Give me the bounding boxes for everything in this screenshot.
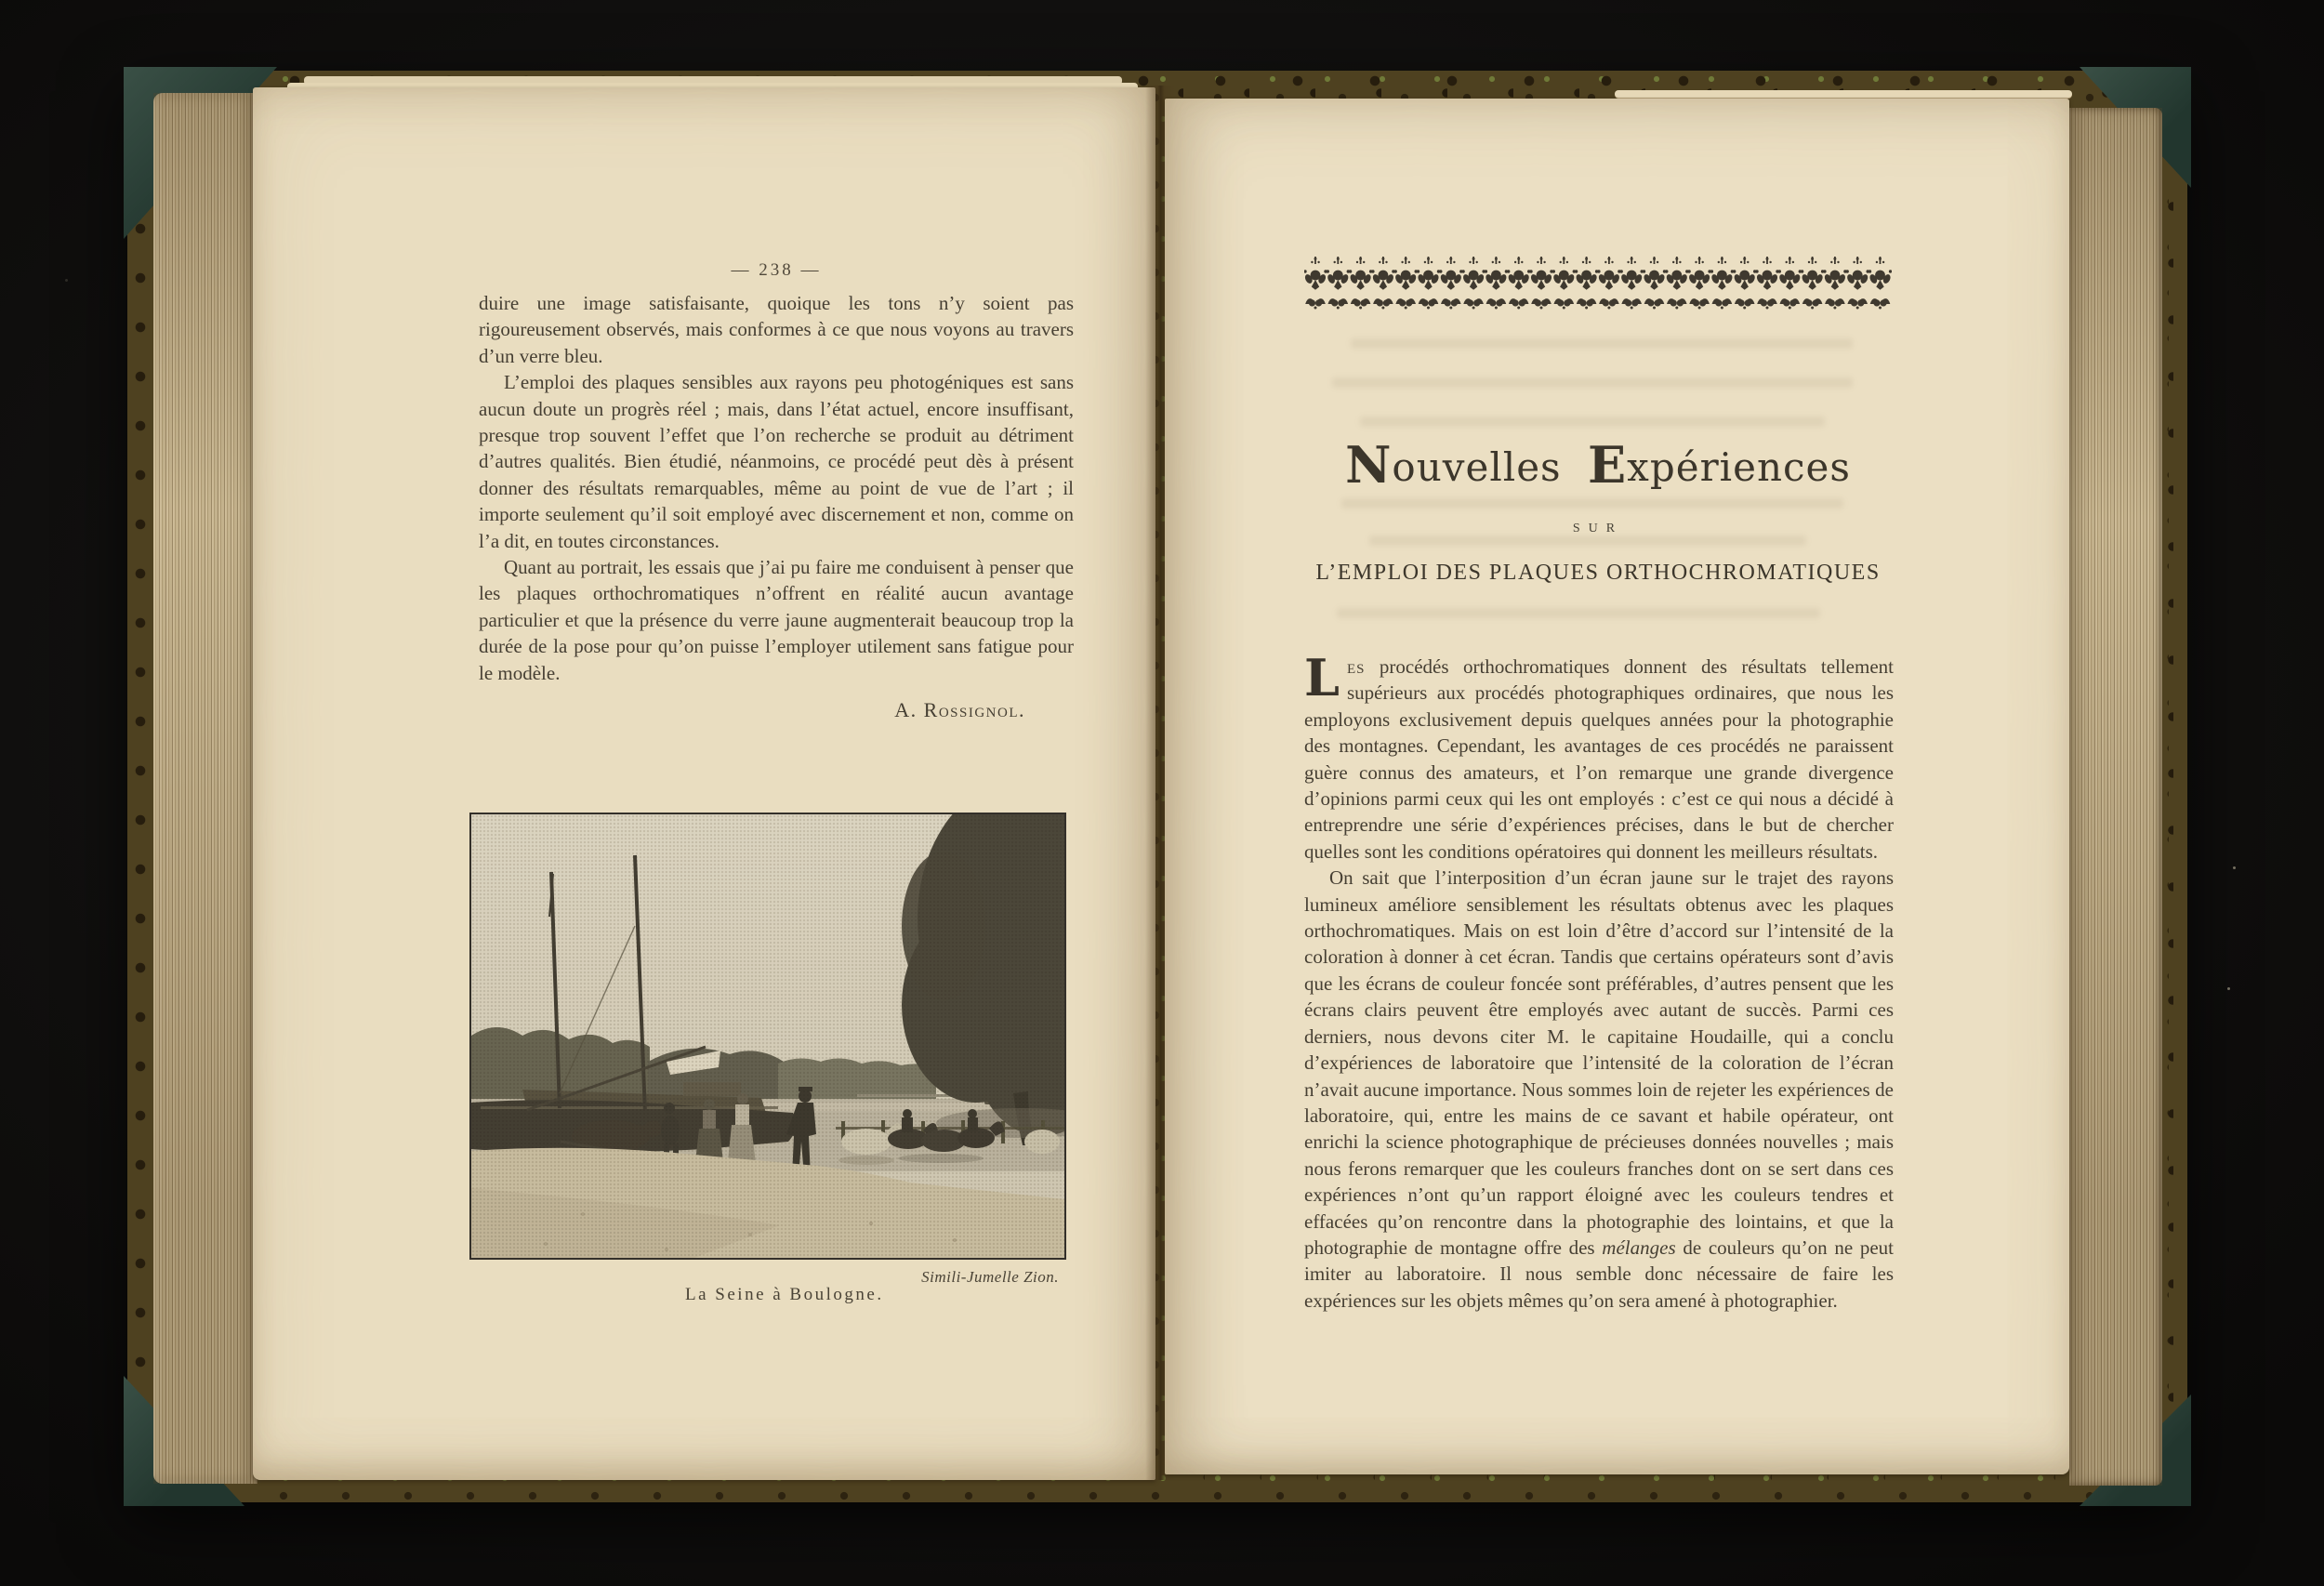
ornate-initial: N	[1345, 435, 1393, 495]
author-signature: A. Rossignol.	[894, 698, 1025, 722]
paragraph: On sait que l’interposition d’un écran jaune sur le trajet des rayons lumineux améliore sensiblement les résultats obtenus avec les plaques orthochromatiques. Mais on est loin d’être d’accord sur l’intensité de la coloration à donner à cet écran. Tandis que certains opérateurs sont d’avis que les écrans de couleur foncée sont préférables, d’autres pensent que les écrans clairs peuvent être employés avec autant de succès. Parmi ces derniers, nous devons citer M. le capitaine Houdaille, qui a conclu d’expériences de laboratoire que l’intensité de la coloration de l’écran n’avait aucune importance. Nous sommes loin de rejeter les expériences de laboratoire, qui, entre les mains de ce savant et habile opérateur, ont enrichi la science photographique de précieuses données nouvelles ; mais nous ferons remarquer que les couleurs franches dont on se sert dans ces expériences n’ont qu’un rapport éloigné avec les couleurs tendres et effacées qu’on rencontre dans la photographie des lointains, et que la photographie de montagne offre des mélanges de couleurs qu’on ne peut imiter au laboratoire. Il nous semble donc nécessaire de faire les expériences sur les objets mêmes qu’on sera amené à photographier.	[1304, 866, 1894, 1312]
page-sheet-edge	[1615, 90, 2072, 98]
left-page	[253, 87, 1155, 1480]
floral-fleuron-border	[1304, 255, 1892, 316]
lead-small-caps: es	[1346, 655, 1366, 678]
right-page	[1165, 99, 2069, 1474]
ornate-initial: E	[1587, 435, 1628, 495]
page-edges-right	[2069, 108, 2162, 1486]
photo-scene	[471, 814, 1064, 1258]
paragraph: L’emploi des plaques sensibles aux rayons peu photogéniques est sans aucun doute un progrès réel ; mais, dans l’état actuel, encore insuffisant, presque trop souvent l’effet que l’on recherche se produit au détriment d’autres qualités. Bien étudié, néanmoins, ce procédé peut dès à présent donner des résultats remarquables, même au point de vue de l’art ; il importe seulement qu’il soit employé avec discernement et non, comme on l’a dit, en toutes circonstances.	[479, 371, 1074, 552]
chapter-subtitle: L’EMPLOI DES PLAQUES ORTHOCHROMATIQUES	[1315, 561, 1881, 585]
italic-word: mélanges	[1602, 1236, 1676, 1259]
show-through-line	[1351, 338, 1853, 349]
show-through-line	[1341, 498, 1843, 509]
left-page-text	[479, 290, 1074, 724]
photo-caption: La Seine à Boulogne.	[685, 1285, 884, 1304]
dust-speck	[65, 279, 68, 282]
chapter-title: Nouvelles Expériences	[1345, 435, 1851, 495]
book	[127, 71, 2187, 1502]
title-connector: SUR	[1572, 522, 1624, 535]
dust-speck	[2227, 987, 2230, 990]
dust-speck	[2233, 866, 2236, 869]
photo-credit: Simili-Jumelle Zion.	[921, 1268, 1059, 1286]
paragraph-continuation: duire une image satisfaisante, quoique les tons n’y soient pas rigoureusement observés, mais conformes à ce que nous voyons au travers d’un verre bleu.	[479, 292, 1074, 367]
show-through-line	[1332, 377, 1853, 388]
paragraph-with-dropcap: Les procédés orthochromatiques donnent des résultats tellement supérieurs aux procédés photographiques ordinaires, que nous les employons exclusivement depuis quelques années pour la photographie des montagnes. Cependant, les avantages de ces procédés ne paraissent guère connus des amateurs, et l’on remarque une grande divergence d’opinions parmi ceux qui les ont employés : c’est ce qui nous a décidé à entreprendre une série d’expériences précises, dans le but de chercher quelles sont les conditions opératoires qui donnent les meilleurs résultats.	[1304, 648, 1894, 863]
drop-cap: L	[1304, 648, 1340, 707]
right-page-text	[1304, 648, 1894, 1314]
page-number: — 238 —	[731, 260, 822, 280]
halftone-photograph-seine-at-boulogne	[469, 813, 1066, 1260]
show-through-line	[1369, 535, 1806, 546]
paragraph: Quant au portrait, les essais que j’ai pu faire me conduisent à penser que les plaques orthochromatiques n’offrent en réalité aucun avantage particulier et que la présence du verre jaune augmenterait beaucoup trop la durée de la pose pour qu’on puisse l’employer utilement sans fatigue pour le modèle.	[479, 556, 1074, 684]
show-through-line	[1337, 608, 1820, 618]
page-edges-left	[153, 93, 257, 1484]
show-through-line	[1360, 416, 1825, 427]
